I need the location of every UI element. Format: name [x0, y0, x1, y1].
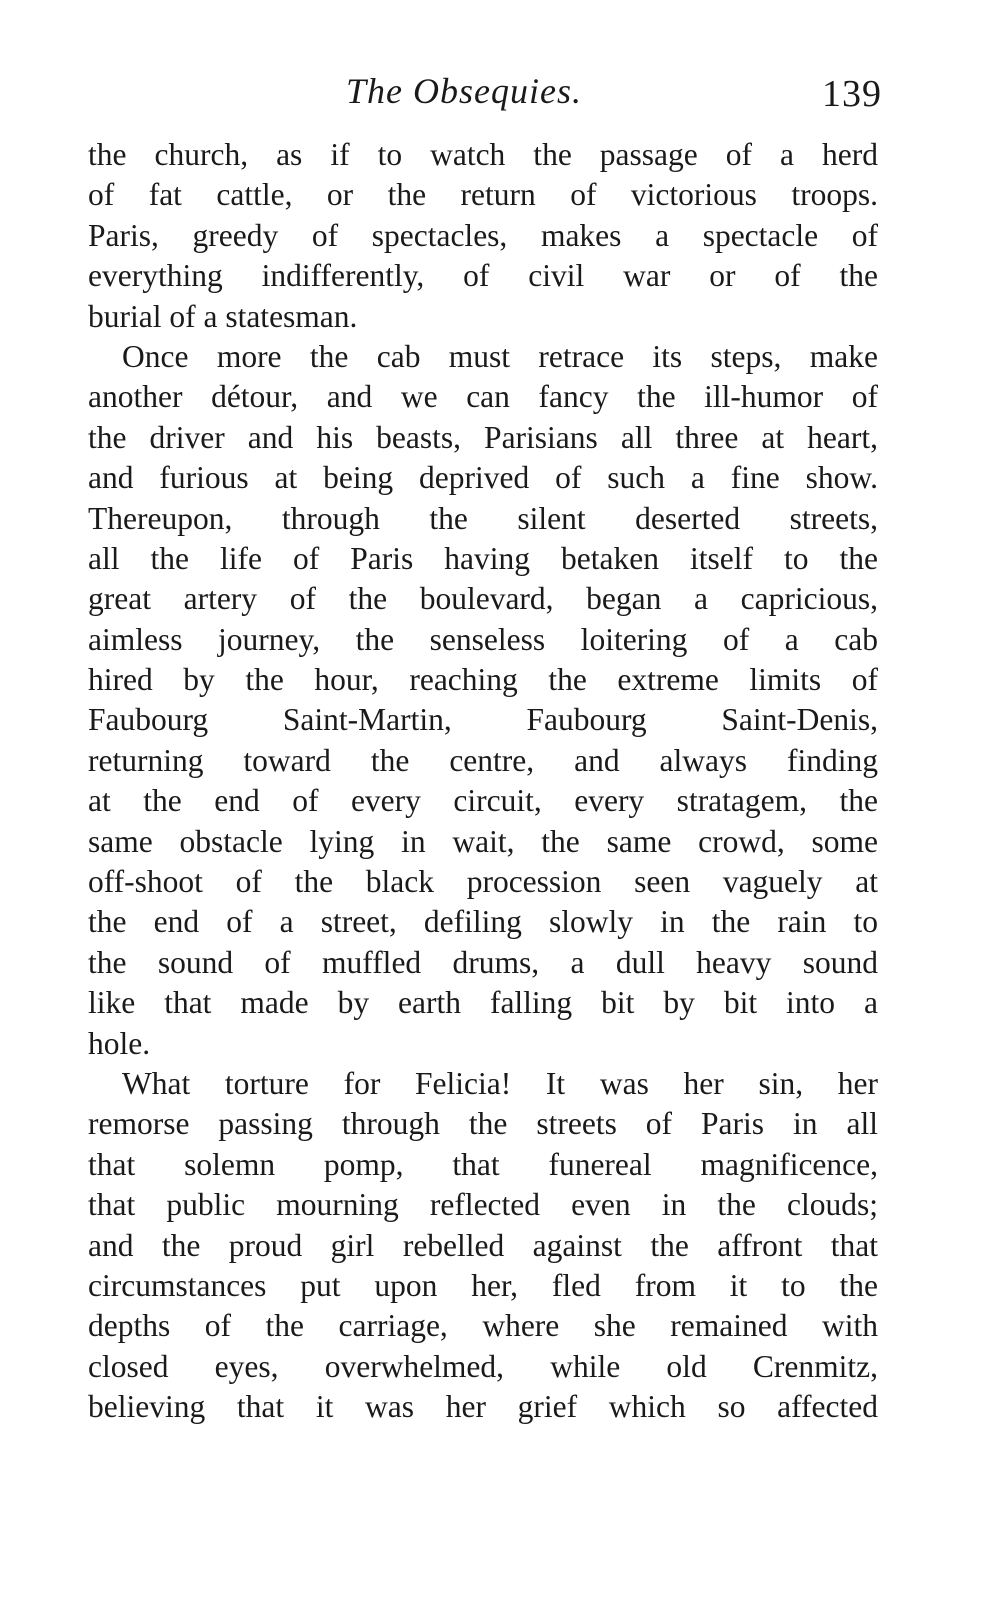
text-line: believing that it was her grief which so affected [88, 1389, 878, 1425]
text-line: same obstacle lying in wait, the same crowd, some [88, 823, 878, 859]
body-text [88, 135, 878, 1428]
text-line: What torture for Felicia! It was her sin, her [122, 1065, 878, 1101]
text-line: depths of the carriage, where she remained with [88, 1308, 878, 1344]
text-line: returning toward the centre, and always finding [88, 742, 878, 778]
text-line: all the life of Paris having betaken itself to the [88, 540, 878, 576]
text-line: and furious at being deprived of such a fine show. [88, 460, 878, 496]
running-head [88, 0, 882, 150]
text-line: hole. [88, 1025, 151, 1061]
text-line: that public mourning reflected even in the clouds; [88, 1187, 878, 1223]
text-line: another détour, and we can fancy the ill-humor of [88, 379, 878, 415]
text-line: Once more the cab must retrace its steps, make [122, 338, 878, 374]
text-line: burial of a statesman. [88, 298, 358, 334]
page-number: 139 [822, 73, 882, 115]
text-line: the church, as if to watch the passage of a herd [88, 137, 878, 172]
book-page [88, 0, 882, 1425]
text-line: at the end of every circuit, every stratagem, the [88, 783, 878, 819]
text-line: remorse passing through the streets of Paris in all [88, 1106, 878, 1142]
text-line: closed eyes, overwhelmed, while old Crenmitz, [88, 1348, 878, 1384]
text-line: and the proud girl rebelled against the affront that [88, 1227, 878, 1263]
text-line: circumstances put upon her, fled from it to the [88, 1267, 878, 1303]
text-line: the driver and his beasts, Parisians all three at heart, [88, 419, 878, 455]
text-line: Paris, greedy of spectacles, makes a spectacle of [88, 217, 878, 253]
text-line: hired by the hour, reaching the extreme limits of [88, 662, 878, 698]
text-line: that solemn pomp, that funereal magnificence, [88, 1146, 878, 1182]
text-line: of fat cattle, or the return of victorious troops. [88, 177, 878, 213]
text-line: the end of a street, defiling slowly in the rain to [88, 904, 878, 940]
running-title: The Obsequies. [346, 71, 582, 111]
text-line: aimless journey, the senseless loitering of a cab [88, 621, 878, 657]
text-line: the sound of muffled drums, a dull heavy sound [88, 944, 878, 980]
text-line: everything indifferently, of civil war or of the [88, 258, 878, 294]
text-line: off-shoot of the black procession seen vaguely at [88, 864, 878, 900]
text-line: like that made by earth falling bit by bit into a [88, 985, 878, 1021]
text-line: Thereupon, through the silent deserted streets, [88, 500, 878, 536]
text-line: Faubourg Saint-Martin, Faubourg Saint-Denis, [88, 702, 878, 738]
text-line: great artery of the boulevard, began a capricious, [88, 581, 878, 617]
